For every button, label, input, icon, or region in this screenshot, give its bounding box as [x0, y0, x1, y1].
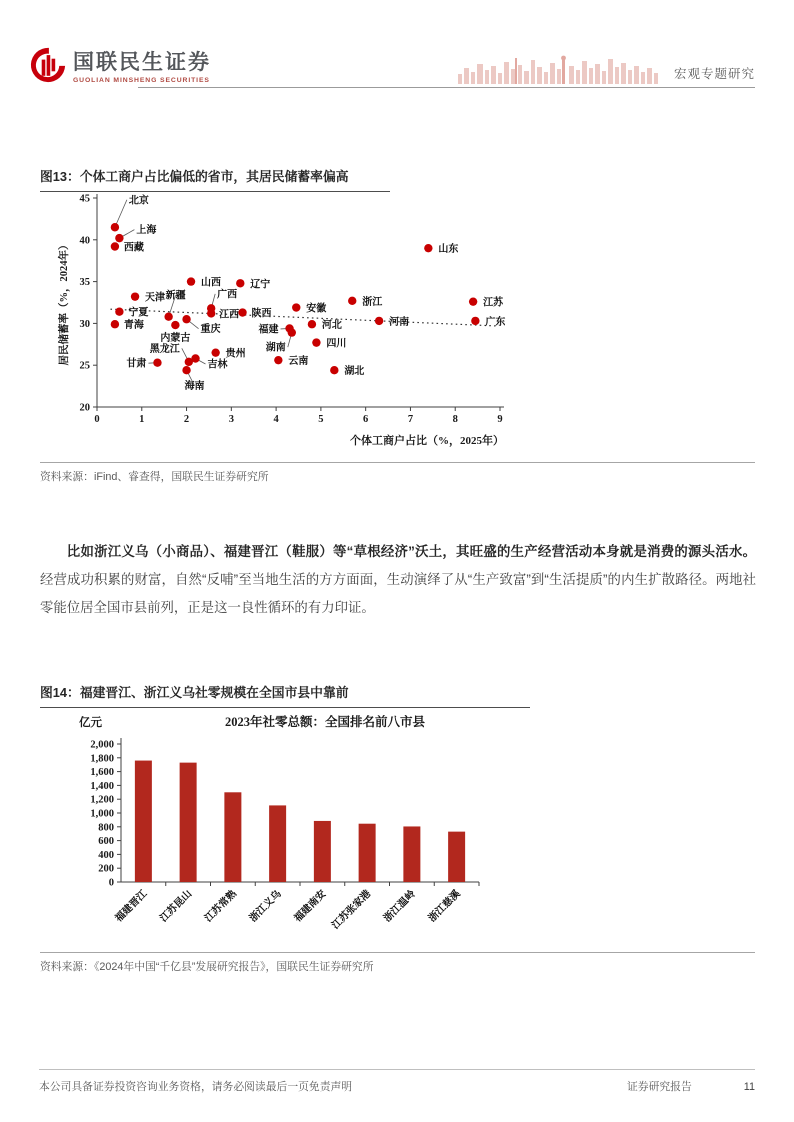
scatter-point: [115, 234, 123, 242]
y-tick-label: 20: [79, 402, 90, 414]
y-tick-label: 0: [108, 877, 114, 889]
scatter-point: [292, 303, 300, 311]
y-tick-label: 1,000: [90, 808, 114, 820]
point-label: 吉林: [207, 359, 228, 371]
figure-14: [40, 682, 755, 973]
company-logo: [30, 46, 211, 84]
bar: [135, 761, 152, 882]
point-label: 上海: [136, 225, 157, 237]
y-tick-label: 800: [98, 822, 114, 834]
scatter-point: [171, 321, 179, 329]
point-label: 内蒙古: [160, 333, 191, 345]
scatter-point: [153, 358, 161, 366]
x-tick-label: 8: [452, 414, 458, 425]
y-tick-label: 600: [98, 836, 114, 848]
scatter-point: [274, 356, 282, 364]
x-tick-label: 2: [183, 414, 190, 425]
bars: [135, 761, 465, 882]
page-footer: [39, 1069, 755, 1094]
scatter-point: [115, 307, 123, 315]
figure-13-scatter-chart: [55, 192, 515, 459]
point-label: 河南: [389, 316, 410, 328]
category-labels: [111, 886, 462, 931]
company-logo-icon: [30, 47, 66, 83]
x-tick-label: 1: [139, 414, 145, 425]
y-tick-label: 200: [98, 863, 114, 875]
point-label: 海南: [184, 381, 205, 393]
scatter-point: [111, 320, 119, 328]
point-label: 甘肃: [126, 358, 147, 370]
y-axis-title: 居民储蓄率（%，2024年）: [59, 239, 70, 366]
y-tick-label: 25: [79, 360, 90, 372]
scatter-point: [236, 279, 244, 287]
scatter-point: [111, 242, 119, 250]
bar: [314, 821, 331, 882]
page-number: 11: [743, 1081, 755, 1093]
scatter-point: [111, 223, 119, 231]
point-label: 山东: [438, 244, 459, 256]
x-tick-label: 3: [228, 414, 234, 425]
point-label: 青海: [123, 320, 144, 332]
y-tick-label: 1,800: [90, 753, 114, 765]
point-label: 广西: [217, 289, 238, 301]
x-tick-label: 0: [94, 414, 100, 425]
figure-13: [40, 166, 755, 483]
point-label: 辽宁: [250, 279, 271, 291]
point-label: 江西: [219, 309, 240, 321]
scatter-point: [182, 366, 190, 374]
report-type-label: 宏观专题研究: [673, 67, 755, 81]
logo-english-name: GUOLIAN MINSHENG SECURITIES: [73, 77, 210, 84]
bar-label: 江苏常熟: [202, 888, 239, 925]
point-label: 河北: [321, 320, 342, 332]
scatter-point: [211, 348, 219, 356]
point-label: 四川: [326, 338, 347, 350]
footer-disclaimer: 本公司具备证券投资咨询业务资格，请务必阅读最后一页免责声明: [39, 1081, 353, 1093]
point-label: 西藏: [123, 242, 144, 254]
paragraph-bold-text: 比如浙江义乌（小商品）、福建晋江（鞋服）等“草根经济”沃土，其旺盛的生产经营活动本身就是消费的源头活水。: [66, 544, 756, 559]
x-axis-title: 个体工商户占比（%，2025年）: [350, 435, 504, 447]
y-tick-label: 40: [79, 235, 90, 247]
tick-labels: [90, 740, 114, 889]
point-label: 江苏: [483, 297, 504, 309]
bar: [269, 805, 286, 882]
point-label: 陕西: [251, 308, 272, 320]
point-label: 安徽: [306, 303, 327, 315]
scatter-point: [238, 308, 246, 316]
figure-13-title: 图13：个体工商户占比偏低的省市，其居民储蓄率偏高: [40, 169, 349, 184]
logo-text-block: [73, 46, 211, 84]
figure-13-bottom-rule: [40, 462, 755, 463]
header-right-block: [456, 54, 755, 84]
bar-label: 江苏张家港: [330, 888, 374, 932]
figure-14-title: 图14：福建晋江、浙江义乌社零规模在全国市县中靠前: [40, 685, 349, 700]
unit-label: 亿元: [79, 717, 102, 729]
figure-14-bottom-rule: [40, 952, 755, 953]
point-label: 湖北: [344, 366, 365, 378]
scatter-point: [312, 338, 320, 346]
y-tick-label: 400: [98, 849, 114, 861]
bar-chart-svg: [55, 708, 515, 950]
point-label: 山西: [201, 277, 222, 289]
point-label: 宁夏: [128, 307, 149, 319]
y-tick-label: 2,000: [90, 739, 114, 751]
scatter-point: [288, 328, 296, 336]
axes: [117, 738, 479, 886]
x-tick-label: 7: [407, 414, 414, 425]
bar-label: 福建南安: [292, 888, 329, 925]
bar-label: 浙江义乌: [247, 888, 284, 925]
point-label: 广东: [485, 316, 506, 328]
scatter-point: [375, 317, 383, 325]
scatter-point: [308, 320, 316, 328]
body-paragraph: [40, 538, 756, 622]
city-skyline-graphic: [456, 54, 666, 84]
scatter-point: [207, 309, 215, 317]
bar: [403, 826, 420, 882]
scatter-point: [469, 297, 477, 305]
logo-chinese-name: 国联民生证券: [73, 51, 211, 74]
y-tick-label: 45: [79, 193, 90, 205]
point-label: 浙江: [362, 296, 383, 308]
bar: [180, 763, 197, 882]
bar: [359, 824, 376, 882]
point-labels: [124, 193, 505, 392]
bar: [448, 832, 465, 882]
point-label: 黑龙江: [149, 343, 180, 355]
x-tick-label: 6: [363, 414, 369, 425]
x-tick-label: 9: [497, 414, 503, 425]
figure-14-bar-chart: [55, 708, 515, 955]
y-tick-label: 35: [79, 277, 90, 289]
header-divider: [138, 87, 755, 88]
figure-14-source: 资料来源：《2024年中国“千亿县”发展研究报告》，国联民生证券研究所: [40, 961, 374, 973]
y-tick-label: 1,400: [90, 780, 114, 792]
point-label: 天津: [145, 292, 166, 304]
bar: [224, 792, 241, 882]
page-header: [30, 46, 755, 88]
footer-report-type: 证券研究报告: [627, 1081, 692, 1093]
bar-label: 福建晋江: [113, 888, 150, 925]
point-label: 新疆: [165, 290, 186, 302]
scatter-point: [424, 244, 432, 252]
bar-label: 浙江温岭: [381, 888, 418, 925]
y-tick-label: 1,600: [90, 767, 114, 779]
scatter-point: [131, 292, 139, 300]
paragraph-normal-text: 经营成功积累的财富，自然“反哺”至当地生活的方方面面，生动演绎了从“生产致富”到“生活提质”的内生扩散路径。两地社零能位居全国市县前列，正是这一良性循环的有力印证。: [40, 571, 756, 615]
scatter-point: [348, 297, 356, 305]
y-tick-label: 30: [79, 318, 90, 330]
scatter-point: [471, 317, 479, 325]
figure-13-source: 资料来源：iFind、睿查得，国联民生证券研究所: [40, 471, 269, 483]
point-label: 湖南: [265, 342, 286, 354]
point-label: 云南: [288, 356, 309, 368]
scatter-point: [185, 358, 193, 366]
bar-label: 江苏昆山: [158, 888, 195, 925]
point-label: 重庆: [200, 324, 221, 336]
bar-label: 浙江慈溪: [426, 888, 463, 925]
x-tick-label: 5: [318, 414, 324, 425]
point-label: 贵州: [225, 348, 246, 360]
scatter-plot-svg: [55, 192, 515, 454]
chart-title: 2023年社零总额：全国排名前八市县: [224, 715, 426, 729]
scatter-point: [164, 313, 172, 321]
scatter-point: [330, 366, 338, 374]
scatter-point: [182, 315, 190, 323]
point-label: 福建: [258, 324, 279, 336]
point-label: 北京: [128, 195, 149, 207]
scatter-point: [187, 277, 195, 285]
y-tick-label: 1,200: [90, 794, 114, 806]
x-tick-label: 4: [273, 414, 279, 425]
